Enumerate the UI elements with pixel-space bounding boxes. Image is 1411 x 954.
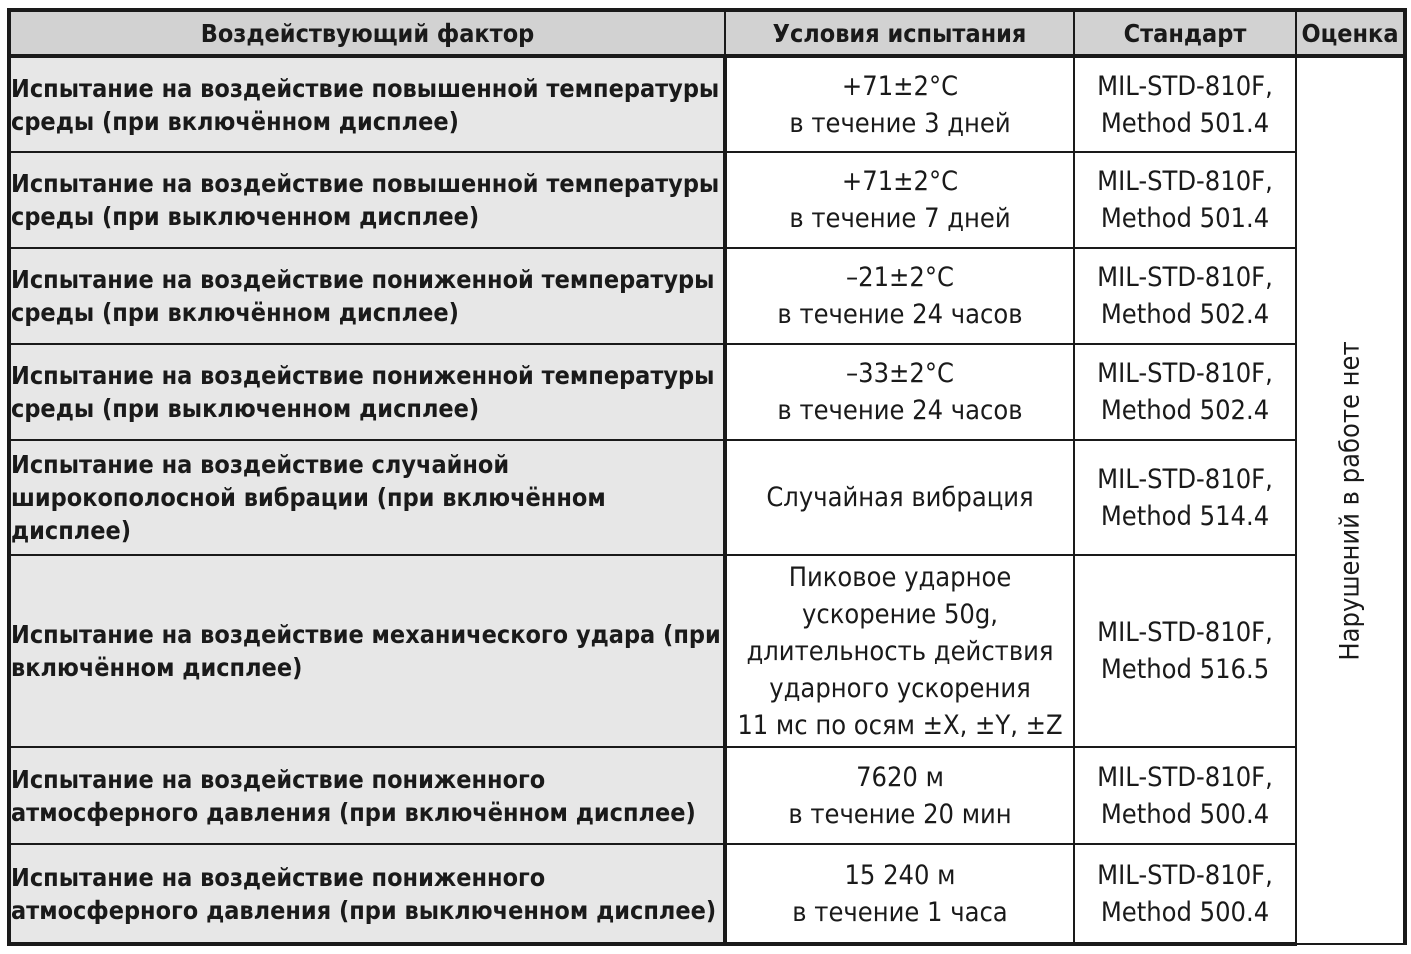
table-row <box>9 344 1405 440</box>
conditions-cell <box>725 152 1074 248</box>
standard-line: MIL-STD-810F, <box>1097 617 1273 648</box>
standard-line: Method 502.4 <box>1100 299 1270 330</box>
standard-line: Method 500.4 <box>1100 896 1270 928</box>
standard-cell <box>1074 152 1296 248</box>
conditions-cell <box>725 440 1074 555</box>
evaluation-cell <box>1296 56 1405 944</box>
table-row <box>9 555 1405 747</box>
standard-cell <box>1074 248 1296 344</box>
standard-line: Method 502.4 <box>1100 395 1270 426</box>
standard-line: MIL-STD-810F, <box>1097 358 1273 389</box>
factor-cell: Испытание на воздействие пониженной температуры среды (при включённом дисплее) <box>9 248 725 344</box>
table-row <box>9 56 1405 152</box>
standard-line: Method 501.4 <box>1100 203 1270 234</box>
standard-line: Method 501.4 <box>1100 107 1270 139</box>
factor-cell: Испытание на воздействие пониженного атмосферного давления (при включённом дисплее) <box>9 747 725 844</box>
conditions-line: 11 мс по осям ±X, ±Y, ±Z <box>737 709 1063 741</box>
standard-line: Method 500.4 <box>1100 798 1270 830</box>
standard-line: MIL-STD-810F, <box>1097 463 1273 495</box>
conditions-line: в течение 1 часа <box>792 896 1008 928</box>
standard-cell <box>1074 555 1296 747</box>
factor-cell: Испытание на воздействие пониженной температуры среды (при выключенном дисплее) <box>9 344 725 440</box>
conditions-cell <box>725 747 1074 844</box>
table-row <box>9 440 1405 555</box>
conditions-line: Пиковое ударное <box>788 561 1012 593</box>
conditions-cell <box>725 56 1074 152</box>
conditions-cell <box>725 555 1074 747</box>
conditions-line: длительность действия <box>746 635 1054 667</box>
standard-cell <box>1074 344 1296 440</box>
conditions-line: в течение 3 дней <box>789 107 1011 139</box>
table-row <box>9 152 1405 248</box>
test-results-table <box>7 8 1407 946</box>
standard-line: MIL-STD-810F, <box>1097 859 1273 891</box>
factor-cell: Испытание на воздействие случайной широкополосной вибрации (при включённом дисплее) <box>9 440 725 555</box>
factor-cell: Испытание на воздействие повышенной температуры среды (при выключенном дисплее) <box>9 152 725 248</box>
conditions-line: ударного ускорения <box>769 672 1031 704</box>
conditions-line: в течение 24 часов <box>777 299 1023 330</box>
conditions-line: в течение 7 дней <box>789 203 1011 234</box>
conditions-line: в течение 20 мин <box>788 798 1012 830</box>
table-row <box>9 844 1405 944</box>
standard-cell <box>1074 440 1296 555</box>
conditions-line: +71±2°C <box>841 166 959 197</box>
conditions-cell <box>725 344 1074 440</box>
standard-line: MIL-STD-810F, <box>1097 761 1273 793</box>
standard-line: Method 516.5 <box>1100 654 1270 685</box>
factor-cell: Испытание на воздействие повышенной температуры среды (при включённом дисплее) <box>9 56 725 152</box>
standard-line: MIL-STD-810F, <box>1097 166 1273 197</box>
standard-line: Method 514.4 <box>1100 500 1270 532</box>
header-factor: Воздействующий фактор <box>9 10 725 56</box>
conditions-line: –21±2°C <box>846 262 954 293</box>
factor-cell: Испытание на воздействие механического удара (при включённом дисплее) <box>9 555 725 747</box>
standard-cell <box>1074 56 1296 152</box>
conditions-line: 7620 м <box>856 761 944 793</box>
conditions-line: +71±2°C <box>841 70 959 102</box>
factor-cell: Испытание на воздействие пониженного атмосферного давления (при выключенном дисплее) <box>9 844 725 944</box>
standard-line: MIL-STD-810F, <box>1097 262 1273 293</box>
conditions-line: в течение 24 часов <box>777 395 1023 426</box>
conditions-cell <box>725 248 1074 344</box>
header-conditions: Условия испытания <box>725 10 1074 56</box>
conditions-cell <box>725 844 1074 944</box>
conditions-line: ускорение 50g, <box>801 598 998 630</box>
standard-cell <box>1074 747 1296 844</box>
header-row <box>9 10 1405 56</box>
table-row <box>9 747 1405 844</box>
table-row <box>9 248 1405 344</box>
conditions-line: –33±2°C <box>846 358 954 389</box>
conditions-line: 15 240 м <box>844 859 956 891</box>
header-standard: Стандарт <box>1074 10 1296 56</box>
header-evaluation: Оценка <box>1296 10 1405 56</box>
conditions-line: Случайная вибрация <box>766 482 1034 513</box>
evaluation-text: Нарушений в работе нет <box>1334 340 1366 661</box>
standard-cell <box>1074 844 1296 944</box>
standard-line: MIL-STD-810F, <box>1097 70 1273 102</box>
